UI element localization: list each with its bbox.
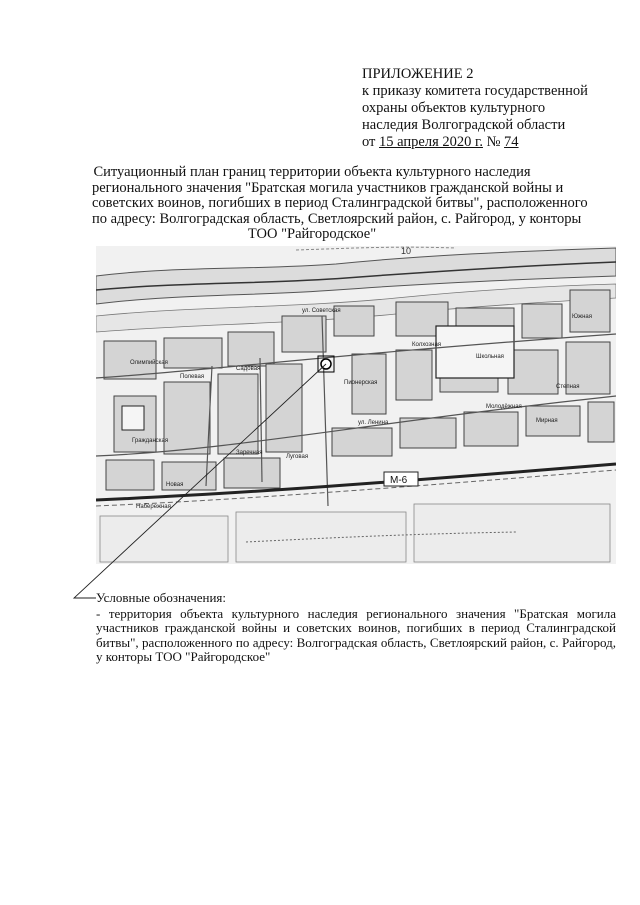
legend-block <box>96 591 616 665</box>
appendix-line: к приказу комитета государственной <box>362 83 588 99</box>
large-building <box>436 326 514 378</box>
street-label-lenina: ул. Ленина <box>358 420 389 426</box>
appendix-block <box>362 66 622 151</box>
school-building <box>122 406 144 430</box>
street-label: Колхозная <box>412 342 442 348</box>
document-title <box>92 164 588 243</box>
street-label: Мирная <box>536 418 558 424</box>
street-label: Набережная <box>136 504 171 510</box>
title-line: ТОО "Райгородское" <box>247 226 377 242</box>
contour-line <box>296 247 456 250</box>
situation-map <box>96 246 616 564</box>
street-label: Молодёжная <box>486 404 522 410</box>
fields <box>100 504 610 562</box>
street-label: Южная <box>572 314 592 320</box>
appendix-line: наследия Волгоградской области <box>362 117 566 133</box>
monument-marker <box>321 359 331 369</box>
street-label: Полевая <box>180 374 205 380</box>
title-line: советских воинов, погибших в период Сталинградской битвы", расположенного <box>92 195 588 211</box>
street-label: Олимпийская <box>130 360 168 366</box>
appendix-line: охраны объектов культурного <box>362 100 546 116</box>
order-number: 74 <box>504 134 519 150</box>
street-label-sovetskaya: ул. Советская <box>302 308 341 314</box>
number-prefix: № <box>482 134 505 150</box>
order-date: 15 апреля 2020 г. <box>379 134 483 150</box>
street-label: Гражданская <box>132 438 169 444</box>
street-label: Степная <box>556 384 580 390</box>
street-label: Луговая <box>286 454 309 460</box>
title-line: регионального значения "Братская могила участников гражданской войны и <box>92 179 564 196</box>
date-prefix: от <box>362 134 380 150</box>
street-label: Школьная <box>476 354 504 360</box>
street-label: Заречная <box>236 450 263 456</box>
street-label: Садовая <box>236 366 261 372</box>
title-line: Ситуационный план границ территории объекта культурного наследия <box>93 164 531 180</box>
contour-label: 10 <box>401 246 412 256</box>
map-svg <box>96 246 616 564</box>
appendix-heading: ПРИЛОЖЕНИЕ 2 <box>362 66 474 82</box>
legend-title: Условные обозначения: <box>96 590 227 605</box>
street-label: Новая <box>166 482 184 488</box>
road-label: М-6 <box>390 475 408 486</box>
title-line: по адресу: Волгоградская область, Светлоярский район, с. Райгород, у конторы <box>92 210 582 227</box>
appendix-date-line <box>362 134 622 151</box>
legend-text: - территория объекта культурного наследия регионального значения "Братская могила участников гражданской войны и советских воинов, погибших в период Сталинградской битвы", расположенного по адресу: Волгоградская область, Светлоярский район, с. Райгород, у конторы ТОО "Райгородское" <box>96 605 616 664</box>
street-label: Пионерская <box>344 380 378 386</box>
